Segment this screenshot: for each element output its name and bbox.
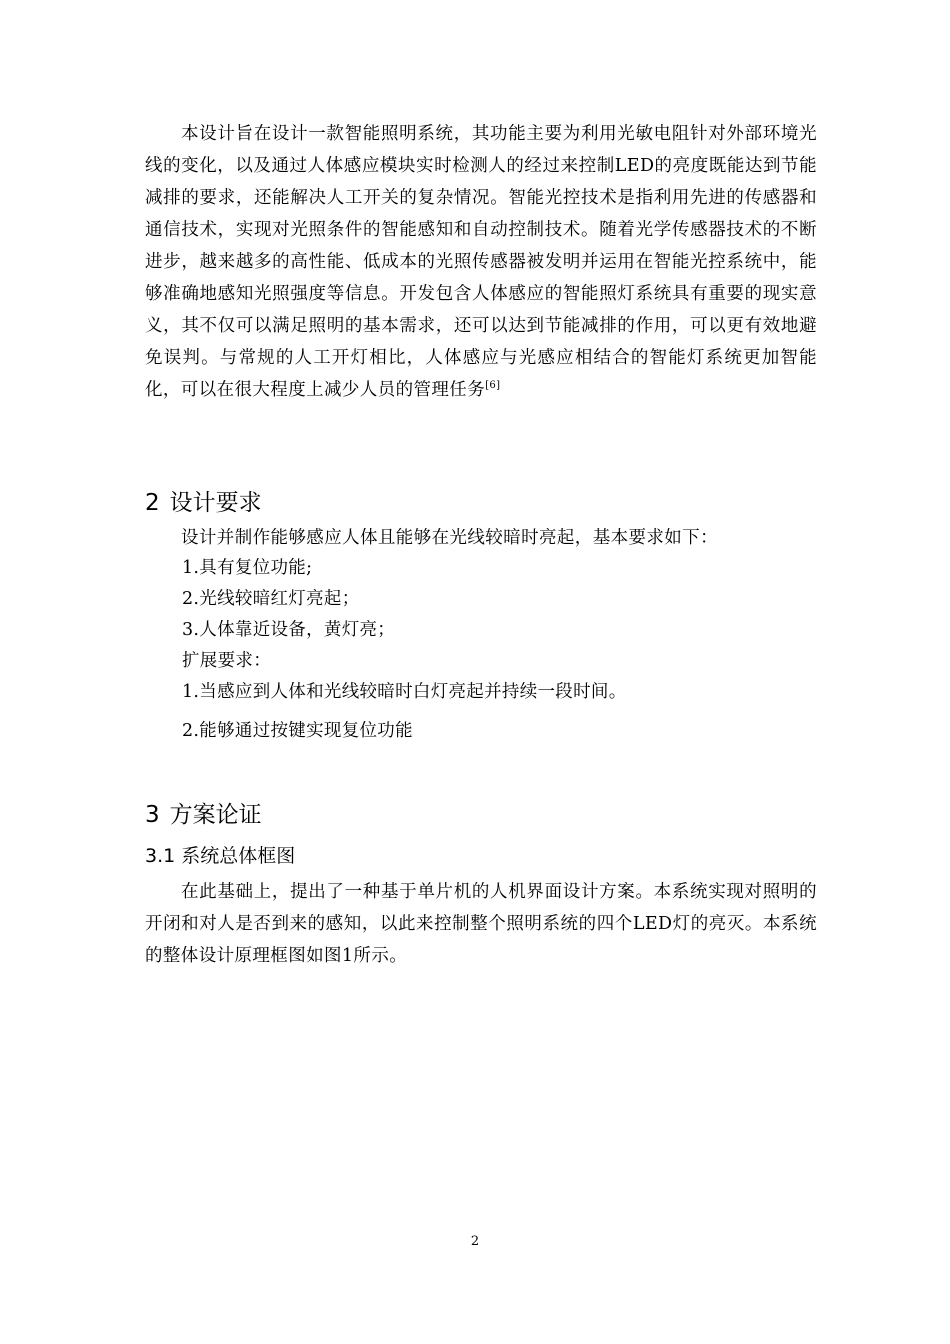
extended-requirements-label: 扩展要求：	[182, 651, 271, 671]
citation-marker: [6]	[485, 380, 501, 392]
requirements-list	[182, 553, 822, 677]
section-number: 3	[145, 802, 160, 828]
section-title: 方案论证	[169, 802, 262, 828]
extended-requirements-list	[182, 677, 822, 747]
list-item: 2.能够通过按键实现复位功能	[182, 721, 413, 741]
system-overview-paragraph: 在此基础上，提出了一种基于单片机的人机界面设计方案。本系统实现对照明的开闭和对人是否到来的感知，以此来控制整个照明系统的四个LED灯的亮灭。本系统的整体设计原理框图如图1所示。	[145, 882, 817, 966]
subsection-title: 系统总体框图	[181, 845, 296, 867]
list-item: 3.人体靠近设备，黄灯亮；	[182, 620, 396, 640]
page-number: 2	[470, 1234, 480, 1249]
design-requirements-intro: 设计并制作能够感应人体且能够在光线较暗时亮起，基本要求如下：	[181, 528, 718, 548]
list-item: 2.光线较暗红灯亮起；	[182, 589, 360, 609]
list-item: 1.具有复位功能;	[182, 558, 313, 578]
intro-paragraph	[145, 118, 817, 406]
intro-text: 本设计旨在设计一款智能照明系统，其功能主要为利用光敏电阻针对外部环境光线的变化，以及通过人体感应模块实时检测人的经过来控制LED的亮度既能达到节能减排的要求，还能解决人工开关的复杂情况。智能光控技术是指利用先进的传感器和通信技术，实现对光照条件的智能感知和自动控制技术。随着光学传感器技术的不断进步，越来越多的高性能、低成本的光照传感器被发明并运用在智能光控系统中，能够准确地感知光照强度等信息。开发包含人体感应的智能照灯系统具有重要的现实意义，其不仅可以满足照明的基本需求，还可以达到节能减排的作用，可以更有效地避免误判。与常规的人工开灯相比，人体感应与光感应相结合的智能灯系统更加智能化，可以在很大程度上减少人员的管理任务	[145, 124, 817, 400]
section-heading-design-requirements	[145, 488, 262, 518]
list-item: 1.当感应到人体和光线较暗时白灯亮起并持续一段时间。	[182, 682, 627, 702]
section-title: 设计要求	[169, 490, 262, 516]
subsection-heading-system-block-diagram	[145, 843, 295, 869]
section-heading-scheme-demonstration	[145, 800, 262, 830]
section-number: 2	[145, 490, 160, 516]
subsection-number: 3.1	[145, 845, 176, 867]
